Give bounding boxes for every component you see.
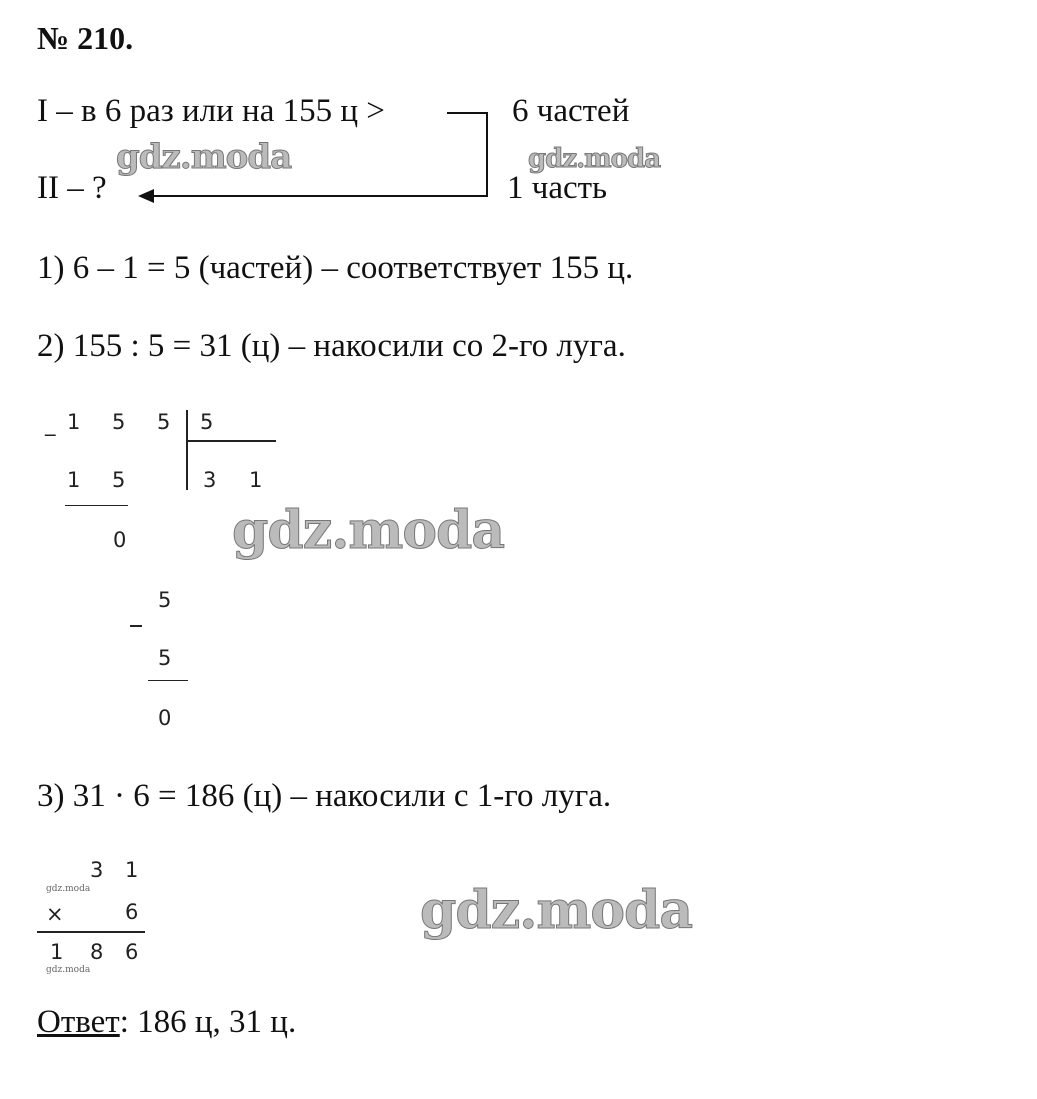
divisor: 5 bbox=[200, 410, 214, 434]
scheme-arrow bbox=[0, 0, 1037, 220]
digit: 5 bbox=[157, 410, 171, 434]
digit: 1 bbox=[67, 468, 81, 492]
answer-label: Ответ bbox=[37, 1004, 120, 1040]
underline bbox=[148, 680, 188, 681]
scheme-right-1: 6 частей bbox=[512, 93, 630, 129]
scheme-line-2: II – ? bbox=[37, 170, 107, 206]
watermark: gdz.moda bbox=[116, 137, 292, 177]
scheme-right-2: 1 часть bbox=[507, 170, 608, 206]
digit: 1 bbox=[50, 940, 64, 964]
digit: 0 bbox=[158, 706, 172, 730]
watermark: gdz.moda bbox=[46, 884, 91, 894]
step-3: 3) 31 · 6 = 186 (ц) – накосили с 1-го луга. bbox=[37, 778, 612, 814]
watermark: gdz.moda bbox=[528, 144, 661, 174]
answer bbox=[37, 1006, 296, 1039]
problem-number: № 210. bbox=[37, 20, 134, 56]
watermark: gdz.moda bbox=[232, 500, 505, 561]
watermark: gdz.moda bbox=[46, 965, 91, 975]
step-1: 1) 6 – 1 = 5 (частей) – соответствует 155 ц. bbox=[37, 250, 634, 286]
minus-sign: _ bbox=[45, 412, 56, 436]
digit: 6 bbox=[125, 940, 139, 964]
digit: 1 bbox=[67, 410, 81, 434]
underline bbox=[65, 505, 128, 506]
answer-text: : 186 ц, 31 ц. bbox=[119, 1004, 297, 1040]
digit: 5 bbox=[158, 646, 172, 670]
minus-sign bbox=[130, 625, 142, 627]
digit: 6 bbox=[125, 900, 139, 924]
step-2: 2) 155 : 5 = 31 (ц) – накосили со 2-го луга. bbox=[37, 328, 626, 364]
digit: 5 bbox=[112, 468, 126, 492]
digit: 5 bbox=[158, 588, 172, 612]
quotient-digit: 3 bbox=[203, 468, 217, 492]
watermark: gdz.moda bbox=[420, 880, 693, 941]
division-bar bbox=[186, 440, 276, 442]
scheme-line-1: I – в 6 раз или на 155 ц > bbox=[37, 93, 385, 129]
digit: 3 bbox=[90, 858, 104, 882]
digit: 1 bbox=[125, 858, 139, 882]
underline bbox=[37, 931, 145, 933]
digit: 0 bbox=[113, 528, 127, 552]
multiply-sign: × bbox=[46, 902, 64, 926]
digit: 5 bbox=[112, 410, 126, 434]
quotient-digit: 1 bbox=[249, 468, 263, 492]
digit: 8 bbox=[90, 940, 104, 964]
division-bar bbox=[186, 410, 188, 490]
